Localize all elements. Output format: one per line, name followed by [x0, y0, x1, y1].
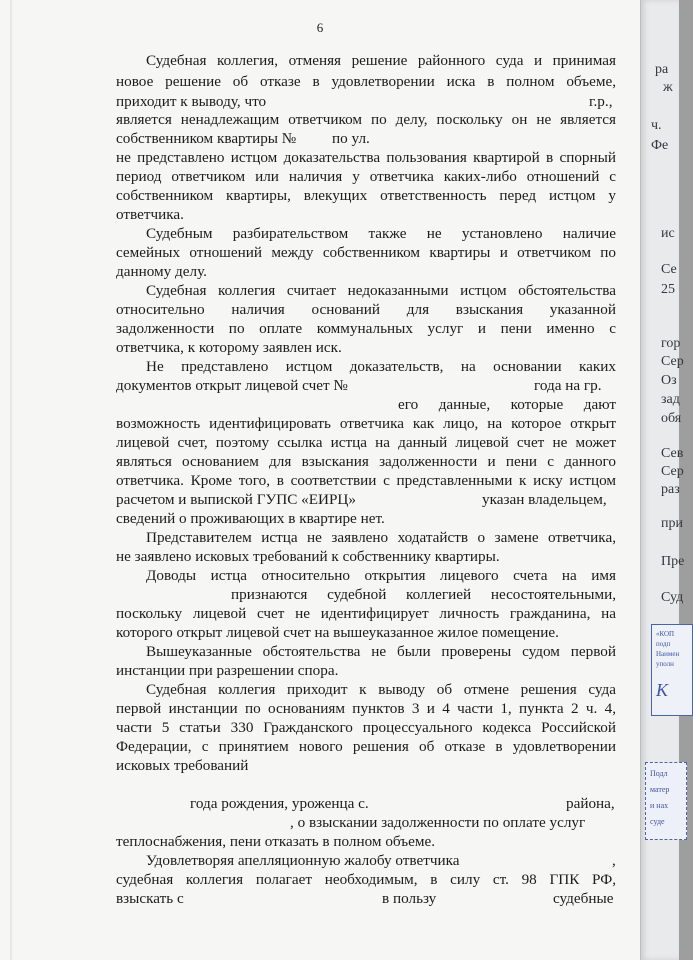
text-line: его данные, которые дают: [398, 396, 616, 413]
text-line: Судебная коллегия считает недоказанными истцом обстоятельства: [146, 282, 616, 299]
fragment: Сер: [661, 464, 684, 479]
text-line: Судебная коллегия приходит к выводу об отмене решения суда: [146, 681, 616, 698]
text-line: ,: [612, 852, 616, 869]
fragment: Сев: [661, 446, 684, 461]
text-line: Судебная коллегия, отменяя решение районного суда и принимая: [146, 52, 616, 69]
text-line: Федерации, с принятием нового решения об отказе в удовлетворении: [116, 738, 616, 755]
text-line: не представлено истцом доказательства пользования квартирой в спорный: [116, 149, 616, 166]
fragment: зад: [661, 392, 680, 407]
text-line: приходит к выводу, что: [116, 93, 267, 110]
text-line: документов открыт лицевой счет №: [116, 377, 348, 394]
stamp-text: Наимен: [656, 650, 680, 658]
fragment: 25: [661, 282, 675, 297]
fragment: Фе: [651, 138, 669, 153]
fragment: ж: [663, 80, 673, 95]
text-line: года рождения, уроженца с.: [190, 795, 369, 812]
text-line: признаются судебной коллегией несостоятельными,: [231, 586, 616, 603]
stamp-text: уполн: [656, 660, 674, 668]
text-line: ответчика, к которому заявлен иск.: [116, 339, 342, 356]
text-line: Судебным разбирательством также не установлено наличие: [146, 225, 616, 242]
text-line: взыскать с: [116, 890, 184, 907]
text-line: ответчика. Кроме того, в соответствии с представленными к иску истцом: [116, 472, 616, 489]
fragment: ч.: [651, 118, 662, 133]
fragment: ра: [655, 62, 669, 77]
text-line: Вышеуказанные обстоятельства не были проверены судом первой: [146, 643, 616, 660]
text-line: Доводы истца относительно открытия лицевого счета на имя: [146, 567, 616, 584]
text-line: ответчика.: [116, 206, 184, 223]
page-number: 6: [316, 20, 324, 35]
fragment: Суд: [661, 590, 684, 605]
text-line: сведений о проживающих в квартире нет.: [116, 510, 385, 527]
stamp-text: и нах: [650, 801, 669, 810]
fragment: Сер: [661, 354, 684, 369]
certification-stamp: [651, 624, 693, 716]
adjacent-page-strip: [640, 0, 685, 960]
fragment: Пре: [661, 554, 685, 569]
text-line: период ответчиком или наличия у ответчика каких-либо отношений с: [116, 168, 616, 185]
text-line: относительно наличия оснований для взыскания указанной: [116, 301, 616, 318]
fragment: обя: [661, 411, 682, 426]
stamp-text: матер: [650, 785, 670, 794]
fragment: раз: [661, 482, 680, 497]
text-line: судебные: [553, 890, 614, 907]
text-line: не заявлено исковых требований к собственнику квартиры.: [116, 548, 500, 565]
text-line: первой инстанции по основаниям пунктов 3 и 4 части 1, пункта 2 ч. 4,: [116, 700, 616, 717]
stamp-signature: К: [656, 680, 668, 700]
original-note-stamp: [645, 762, 687, 840]
text-line: части 5 статьи 330 Гражданского процессуального кодекса Российской: [116, 719, 616, 736]
text-line: указан владельцем,: [482, 491, 607, 508]
text-line: поскольку лицевой счет не идентифицирует личность гражданина, на: [116, 605, 616, 622]
text-line: инстанции при разрешении спора.: [116, 662, 339, 679]
stamp-text: Подл: [650, 769, 668, 778]
text-line: года на гр.: [534, 377, 602, 394]
text-line: являться основанием для взыскания задолженности и пени с данного: [116, 453, 616, 470]
text-line: по ул.: [332, 130, 370, 147]
text-line: Представителем истца не заявлено ходатайств о замене ответчика,: [146, 529, 616, 546]
text-line: данному делу.: [116, 263, 207, 280]
text-line: Не представлено истцом доказательств, на основании каких: [146, 358, 616, 375]
text-line: возможность идентифицировать ответчика как лицо, на которое открыт: [116, 415, 616, 432]
text-line: новое решение об отказе в удовлетворении иска в полном объеме,: [116, 73, 616, 90]
text-line: семейных отношений между собственником квартиры и ответчиком по: [116, 244, 616, 261]
fragment: ис: [661, 226, 675, 241]
text-line: собственником квартиры, влекущих ответственность перед истцом у: [116, 187, 616, 204]
text-line: Удовлетворяя апелляционную жалобу ответчика: [146, 852, 460, 869]
text-line: теплоснабжения, пени отказать в полном объеме.: [116, 833, 436, 850]
text-line: задолженности по оплате коммунальных услуг и пени именно с: [116, 320, 616, 337]
fragment: гор: [661, 336, 681, 351]
stamp-text: подп: [656, 640, 671, 648]
text-line: г.р.,: [589, 93, 613, 110]
stamp-text: «КОП: [656, 630, 675, 638]
text-line: которого открыт лицевой счет на вышеуказанное жилое помещение.: [116, 624, 559, 641]
text-line: лицевой счет, поэтому ссылка истца на данный лицевой счет не может: [116, 434, 616, 451]
text-line: , о взыскании задолженности по оплате услуг: [290, 814, 586, 831]
fragment: при: [661, 516, 683, 531]
text-line: собственником квартиры №: [116, 130, 297, 147]
fragment: Се: [661, 262, 677, 277]
stamp-text: суде: [650, 817, 665, 826]
text-line: расчетом и выпиской ГУПС «ЕИРЦ»: [116, 491, 356, 508]
text-line: исковых требований: [116, 757, 249, 774]
text-line: судебная коллегия полагает необходимым, в силу ст. 98 ГПК РФ,: [116, 871, 616, 888]
fragment: Оз: [661, 373, 677, 388]
page-edge-shadow: [10, 0, 12, 960]
text-line: района,: [566, 795, 615, 812]
text-line: в пользу: [382, 890, 437, 907]
text-line: является ненадлежащим ответчиком по делу, поскольку он не является: [116, 111, 616, 128]
